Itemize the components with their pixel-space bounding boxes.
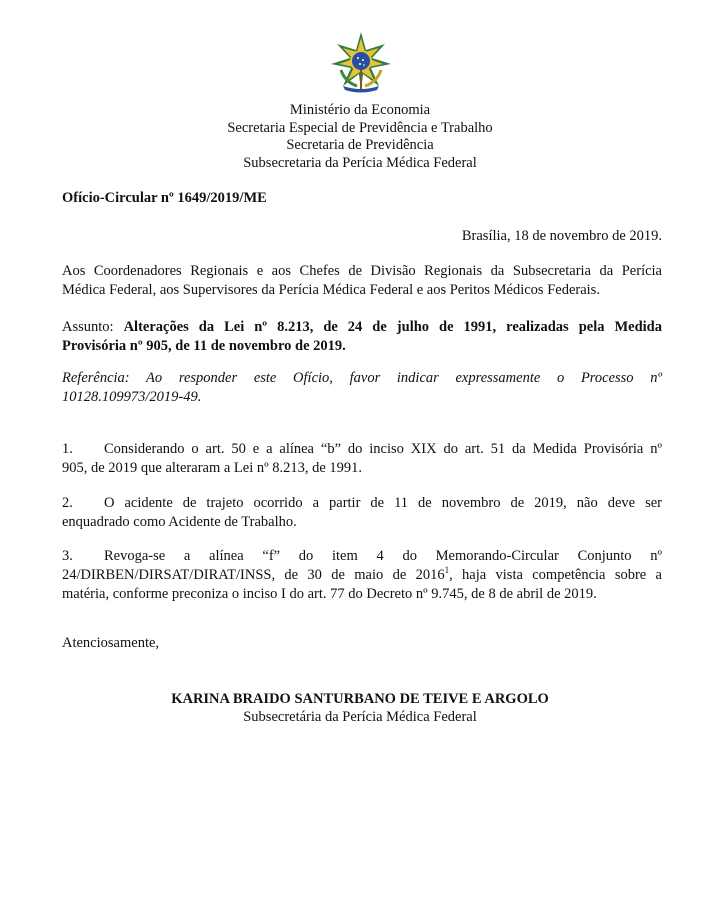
signature-block <box>0 690 720 726</box>
item-3-line-1 <box>62 547 662 566</box>
item-2-line-1 <box>62 494 662 513</box>
header-ministry: Ministério da Economia <box>289 102 431 118</box>
subject-line-1 <box>62 318 662 337</box>
header-secretariat: Secretaria de Previdência <box>286 137 434 153</box>
subject-text-2: Provisória nº 905, de 11 de novembro de 2019. <box>62 338 346 354</box>
letterhead <box>0 102 720 172</box>
item-3-line-3: matéria, conforme preconiza o inciso I do art. 77 do Decreto nº 9.745, de 8 de abril de 2019. <box>62 586 597 602</box>
coat-of-arms-icon <box>329 30 393 94</box>
item-2 <box>62 494 662 532</box>
closing: Atenciosamente, <box>62 635 160 651</box>
item-3-line-2 <box>62 566 662 585</box>
recipients-line-1: Aos Coordenadores Regionais e aos Chefes de Divisão Regionais da Subsecretaria da Perícia <box>62 263 662 279</box>
item-1-number: 1. <box>62 441 73 457</box>
subject-text-1: Alterações da Lei nº 8.213, de 24 de julho de 1991, realizadas pela Medida <box>123 319 662 335</box>
item-1-line-2: 905, de 2019 que alteraram a Lei nº 8.213, de 1991. <box>62 460 363 476</box>
subject-label: Assunto: <box>62 319 114 335</box>
item-3-text-2a: 24/DIRBEN/DIRSAT/DIRAT/INSS, de 30 de maio de 2016 <box>62 567 445 583</box>
header-subsecretariat: Subsecretaria da Perícia Médica Federal <box>243 154 477 171</box>
recipients-line-2: Médica Federal, aos Supervisores da Perícia Médica Federal e aos Peritos Médicos Federais. <box>62 282 600 298</box>
footnote-mark: 1 <box>444 565 450 576</box>
item-2-line-2: enquadrado como Acidente de Trabalho. <box>62 514 297 530</box>
recipients-paragraph <box>62 262 662 300</box>
item-3 <box>62 547 662 604</box>
signer-name: KARINA BRAIDO SANTURBANO DE TEIVE E ARGOLO <box>171 691 549 707</box>
item-3-number: 3. <box>62 548 73 564</box>
subject-line-2 <box>62 337 662 356</box>
item-1-line-1 <box>62 440 662 459</box>
signer-title: Subsecretária da Perícia Médica Federal <box>243 709 477 725</box>
header-special-secretariat: Secretaria Especial de Previdência e Trabalho <box>227 119 493 136</box>
item-1-text-1: Considerando o art. 50 e a alínea “b” do inciso XIX do art. 51 da Medida Provisória nº <box>104 441 662 457</box>
item-2-number: 2. <box>62 495 73 511</box>
oficio-number: Ofício-Circular nº 1649/2019/ME <box>62 190 267 206</box>
reference-line-1: Referência: Ao responder este Ofício, favor indicar expressamente o Processo nº <box>62 370 662 386</box>
date-line: Brasília, 18 de novembro de 2019. <box>461 228 662 244</box>
item-3-text-1: Revoga-se a alínea “f” do item 4 do Memorando-Circular Conjunto nº <box>104 548 662 564</box>
item-3-text-2b: , haja vista competência sobre a <box>449 567 662 583</box>
reference-line-2: 10128.109973/2019-49. <box>62 389 202 405</box>
subject-paragraph <box>62 318 662 356</box>
item-2-text-1: O acidente de trajeto ocorrido a partir de 11 de novembro de 2019, não deve ser <box>104 495 662 511</box>
reference-paragraph <box>62 369 662 407</box>
item-1 <box>62 440 662 478</box>
